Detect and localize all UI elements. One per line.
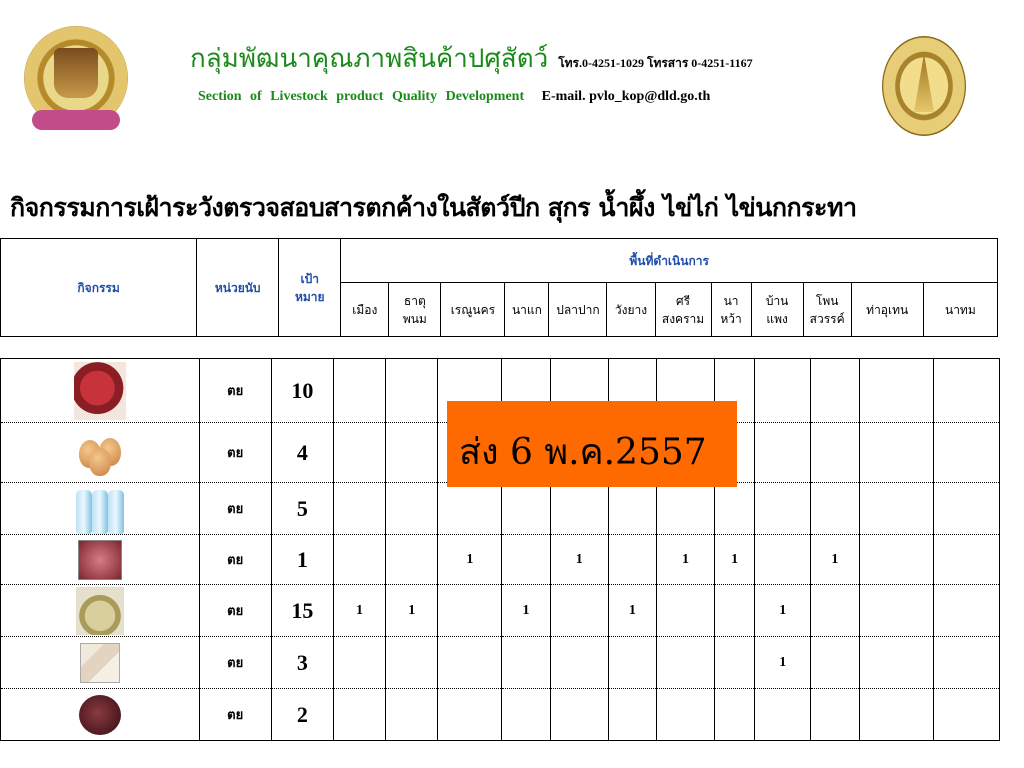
- unit-cell: ตย: [199, 359, 271, 423]
- pork-thumbnail: [78, 540, 122, 580]
- district-count-cell: [386, 483, 438, 535]
- livestock-department-seal-icon: [24, 26, 128, 130]
- eggs-thumbnail: [77, 430, 123, 476]
- target-cell: 2: [271, 689, 333, 741]
- district-count-cell: [715, 585, 755, 637]
- water-bottles-thumbnail: [72, 484, 128, 534]
- activity-cell: [1, 483, 200, 535]
- honeycomb-thumbnail: [80, 643, 120, 683]
- org-name-thai: กลุ่มพัฒนาคุณภาพสินค้าปศุสัตว์: [190, 44, 549, 74]
- district-name-line2: สวรรค์: [809, 311, 845, 326]
- district-count-cell: [550, 585, 608, 637]
- district-count-cell: [608, 689, 656, 741]
- activity-cell: [1, 585, 200, 637]
- district-header: [655, 283, 711, 337]
- district-count-cell: [550, 483, 608, 535]
- table-row: [1, 637, 1000, 689]
- target-cell: 5: [271, 483, 333, 535]
- district-name-line2: พนม: [402, 311, 427, 326]
- district-count-cell: [811, 585, 859, 637]
- district-count-cell: [438, 637, 502, 689]
- activity-cell: [1, 689, 200, 741]
- district-count-cell: [656, 689, 714, 741]
- header-table: [0, 238, 998, 337]
- district-count-cell: [715, 483, 755, 535]
- district-count-cell: [502, 637, 550, 689]
- district-count-cell: [859, 359, 933, 423]
- district-name-line2: หว้า: [720, 311, 742, 326]
- org-email: E-mail. pvlo_kop@dld.go.th: [541, 89, 711, 104]
- unit-cell: ตย: [199, 585, 271, 637]
- district-name-line1: นาแก: [511, 302, 542, 317]
- district-count-cell: [438, 585, 502, 637]
- district-count-cell: [859, 535, 933, 585]
- district-count-cell: [755, 483, 811, 535]
- district-header: [441, 283, 505, 337]
- district-count-cell: 1: [438, 535, 502, 585]
- org-phone: โทร.0-4251-1029 โทรสาร 0-4251-1167: [558, 56, 753, 70]
- district-count-cell: [333, 359, 385, 423]
- district-count-cell: [811, 637, 859, 689]
- district-count-cell: [933, 585, 999, 637]
- provincial-seal-icon: [882, 36, 966, 136]
- target-cell: 4: [271, 423, 333, 483]
- table-row: [1, 585, 1000, 637]
- district-count-cell: [811, 483, 859, 535]
- page-title: กิจกรรมการเฝ้าระวังตรวจสอบสารตกค้างในสัตว์ปีก สุกร น้ำผึ้ง ไข่ไก่ ไข่นกกระทา: [10, 193, 857, 222]
- district-count-cell: [608, 535, 656, 585]
- district-count-cell: 1: [502, 585, 550, 637]
- meat-thumbnail: [74, 362, 126, 420]
- district-count-cell: [656, 483, 714, 535]
- table-row: [1, 483, 1000, 535]
- district-header: [341, 283, 389, 337]
- district-count-cell: [608, 483, 656, 535]
- district-count-cell: [933, 359, 999, 423]
- district-name-line1: เมือง: [352, 302, 378, 317]
- district-name-line2: สงคราม: [661, 311, 705, 326]
- header-line-2: [198, 89, 710, 105]
- col-area: พื้นที่ดำเนินการ: [341, 239, 998, 283]
- district-count-cell: 1: [755, 637, 811, 689]
- header-line-1: [190, 38, 830, 79]
- district-count-cell: [859, 637, 933, 689]
- district-count-cell: [438, 483, 502, 535]
- district-count-cell: [755, 689, 811, 741]
- district-count-cell: [933, 483, 999, 535]
- district-name-line1: บ้าน: [765, 293, 789, 308]
- district-header: [851, 283, 923, 337]
- district-count-cell: [933, 637, 999, 689]
- district-count-cell: [386, 423, 438, 483]
- district-count-cell: [333, 535, 385, 585]
- district-count-cell: [933, 535, 999, 585]
- district-name-line1: เรณูนคร: [450, 302, 496, 317]
- district-count-cell: [755, 423, 811, 483]
- district-count-cell: [715, 637, 755, 689]
- district-count-cell: [386, 689, 438, 741]
- district-count-cell: [502, 535, 550, 585]
- district-count-cell: [550, 637, 608, 689]
- district-count-cell: [715, 689, 755, 741]
- district-count-cell: [608, 637, 656, 689]
- district-count-cell: 1: [608, 585, 656, 637]
- unit-cell: ตย: [199, 483, 271, 535]
- district-count-cell: [859, 423, 933, 483]
- col-target: [279, 239, 341, 337]
- district-header: [549, 283, 607, 337]
- district-count-cell: [386, 637, 438, 689]
- district-count-cell: [755, 359, 811, 423]
- district-header: [803, 283, 851, 337]
- district-count-cell: [656, 637, 714, 689]
- district-count-cell: [502, 483, 550, 535]
- sent-date-stamp: ส่ง 6 พ.ค.2557: [447, 401, 737, 487]
- district-name-line1: นาทม: [944, 302, 976, 317]
- unit-cell: ตย: [199, 689, 271, 741]
- district-count-cell: [333, 423, 385, 483]
- liver-thumbnail: [79, 695, 121, 735]
- district-count-cell: [811, 359, 859, 423]
- district-name-line1: วังยาง: [614, 302, 648, 317]
- district-name-line1: ท่าอุเทน: [866, 302, 909, 317]
- district-count-cell: 1: [386, 585, 438, 637]
- district-name-line1: ปลาปาก: [556, 302, 600, 317]
- district-count-cell: [502, 689, 550, 741]
- district-header: [505, 283, 549, 337]
- district-count-cell: [386, 359, 438, 423]
- district-name-line1: โพน: [815, 293, 839, 308]
- district-name-line1: นา: [723, 293, 739, 308]
- district-count-cell: [933, 689, 999, 741]
- district-header: [607, 283, 655, 337]
- table-row: [1, 689, 1000, 741]
- district-header: [389, 283, 441, 337]
- activity-cell: [1, 359, 200, 423]
- district-header: [751, 283, 803, 337]
- district-count-cell: [656, 585, 714, 637]
- district-count-cell: [438, 689, 502, 741]
- district-count-cell: 1: [811, 535, 859, 585]
- district-count-cell: [386, 535, 438, 585]
- district-count-cell: 1: [656, 535, 714, 585]
- target-cell: 15: [271, 585, 333, 637]
- activity-cell: [1, 535, 200, 585]
- activity-cell: [1, 637, 200, 689]
- target-cell: 10: [271, 359, 333, 423]
- district-name-line1: ศรี: [676, 293, 691, 308]
- district-name-line2: แพง: [766, 311, 788, 326]
- district-count-cell: [859, 585, 933, 637]
- unit-cell: ตย: [199, 423, 271, 483]
- grain-feed-thumbnail: [76, 587, 124, 635]
- district-count-cell: [859, 483, 933, 535]
- district-count-cell: [811, 423, 859, 483]
- col-target-line1: เป้า: [300, 271, 319, 286]
- col-unit: หน่วยนับ: [197, 239, 279, 337]
- target-cell: 3: [271, 637, 333, 689]
- org-name-english: Section of Livestock product Quality Development: [198, 89, 525, 104]
- district-name-line1: ธาตุ: [403, 293, 426, 308]
- district-count-cell: [859, 689, 933, 741]
- table-row: [1, 535, 1000, 585]
- district-header: [711, 283, 751, 337]
- district-count-cell: 1: [755, 585, 811, 637]
- district-count-cell: [811, 689, 859, 741]
- district-count-cell: [755, 535, 811, 585]
- district-count-cell: [333, 689, 385, 741]
- district-count-cell: [550, 689, 608, 741]
- district-count-cell: 1: [550, 535, 608, 585]
- target-cell: 1: [271, 535, 333, 585]
- col-activity: กิจกรรม: [1, 239, 197, 337]
- district-header: [923, 283, 997, 337]
- district-count-cell: [333, 483, 385, 535]
- col-target-line2: หมาย: [294, 289, 325, 304]
- district-count-cell: 1: [333, 585, 385, 637]
- unit-cell: ตย: [199, 637, 271, 689]
- district-count-cell: [333, 637, 385, 689]
- district-count-cell: 1: [715, 535, 755, 585]
- district-count-cell: [933, 423, 999, 483]
- activity-cell: [1, 423, 200, 483]
- unit-cell: ตย: [199, 535, 271, 585]
